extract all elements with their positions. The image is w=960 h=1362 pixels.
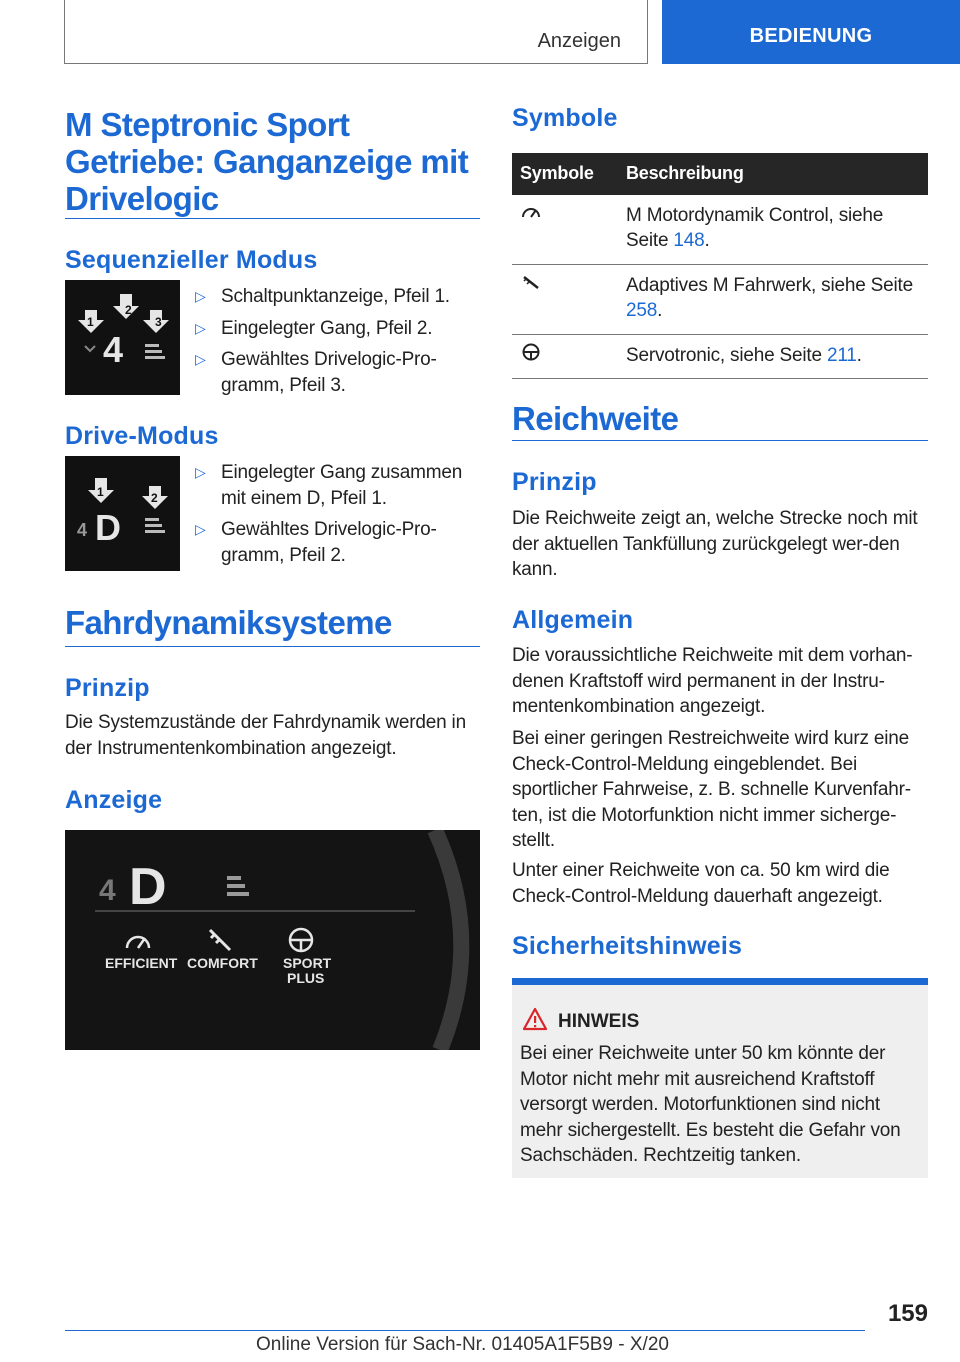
symbol-cell xyxy=(512,264,618,334)
display-drive-letter: D xyxy=(129,858,167,916)
list-item: ▷ Schaltpunktanzeige, Pfeil 1. xyxy=(183,284,483,310)
prinzip-text-left: Die Systemzustände der Fahrdynamik werden in der Instrumentenkombination angezeigt. xyxy=(65,712,466,759)
symbol-cell xyxy=(512,334,618,379)
page-number: 159 xyxy=(887,1300,928,1327)
arrow-label-1: 1 xyxy=(87,315,94,329)
warning-text: Bei einer Reichweite unter 50 km könnte der Motor nicht mehr mit ausreichend Kraftstoff versorgt werden. Motorfunktionen sind nicht mehr sichergestellt. Es besteht die Gefahr von Sachschäden. Rechtzeitig tanken. xyxy=(520,1043,901,1166)
page-link-148[interactable]: 148 xyxy=(673,230,705,251)
description-cell: Adaptives M Fahrwerk, siehe Seite 258. xyxy=(618,264,928,334)
instrument-display-illustration xyxy=(65,830,480,1050)
section-title-fahrdynamik: Fahrdynamiksysteme xyxy=(65,604,392,641)
description-cell: Servotronic, siehe Seite 211. xyxy=(618,334,928,379)
triangle-bullet-icon: ▷ xyxy=(195,521,206,537)
triangle-bullet-icon: ▷ xyxy=(195,351,206,367)
heading-allgemein: Allgemein xyxy=(512,606,634,634)
table-row xyxy=(512,334,928,379)
symbol-cell xyxy=(512,195,618,265)
warning-triangle-icon xyxy=(522,1007,548,1031)
triangle-bullet-icon: ▷ xyxy=(195,464,206,480)
drive-mode-list xyxy=(183,460,483,574)
shift-chevron-icon xyxy=(85,346,95,351)
heading-symbole: Symbole xyxy=(512,104,618,132)
label-comfort: COMFORT xyxy=(187,955,258,971)
steering-wheel-icon xyxy=(520,343,542,361)
description-cell: M Motordynamik Control, siehe Seite 148. xyxy=(618,195,928,265)
gauge-icon xyxy=(520,203,542,221)
triangle-bullet-icon: ▷ xyxy=(195,288,206,304)
title-rule xyxy=(65,218,480,219)
table-header-row xyxy=(512,153,928,195)
column-header-symbole: Symbole xyxy=(512,153,618,195)
heading-sicherheitshinweis: Sicherheitshinweis xyxy=(512,932,743,960)
arrow-label-1: 1 xyxy=(97,485,104,499)
figure-drive-mode xyxy=(65,456,180,571)
heading-sequential-mode: Sequenzieller Modus xyxy=(65,246,318,274)
list-item: ▷ Gewähltes Drivelogic-Pro-gramm, Pfeil 2. xyxy=(195,519,437,566)
drivelogic-bars-icon xyxy=(145,518,165,533)
column-header-beschreibung: Beschreibung xyxy=(618,153,928,195)
allgemein-paragraph-2: Bei einer geringen Restreichweite wird kurz eine Check-Control-Meldung eingeblendet. Bei sportlicher Fahrweise, z. B. schnelle Kurvenfahr-ten, ist die Motorfunktion nicht immer sicherge-stellt. xyxy=(512,728,911,851)
figure-instrument-display xyxy=(65,830,480,1050)
allgemein-paragraph-1: Die voraussichtliche Reichweite mit dem vorhan-denen Kraftstoff wird permanent in der Instru-mentenkombination angezeigt. xyxy=(512,645,913,717)
header-chapter-tab[interactable]: BEDIENUNG xyxy=(662,0,960,64)
warning-title: HINWEIS xyxy=(558,1011,640,1032)
triangle-bullet-icon: ▷ xyxy=(195,319,206,336)
section-title-reichweite: Reichweite xyxy=(512,400,679,437)
page-link-258[interactable]: 258 xyxy=(626,300,658,321)
drive-letter: D xyxy=(95,507,121,548)
list-item: ▷ Eingelegter Gang zusammen mit einem D, Pfeil 1. xyxy=(195,462,463,509)
table-row xyxy=(512,264,928,334)
sequential-mode-list xyxy=(183,284,483,404)
table-row xyxy=(512,195,928,265)
gear-digit: 4 xyxy=(77,520,88,540)
label-plus: PLUS xyxy=(287,970,325,986)
heading-prinzip-left: Prinzip xyxy=(65,674,150,702)
gear-digit: 4 xyxy=(103,329,124,370)
page-title: M Steptronic Sport Getriebe: Ganganzeige mit Drivelogic xyxy=(65,106,469,217)
label-efficient: EFFICIENT xyxy=(105,955,178,971)
symbols-table xyxy=(512,153,928,379)
page-link-211[interactable]: 211 xyxy=(826,344,857,366)
drive-mode-illustration xyxy=(65,456,180,571)
warning-box xyxy=(512,978,928,1178)
list-item: ▷ Gewähltes Drivelogic-Pro-gramm, Pfeil 3. xyxy=(195,349,437,396)
heading-prinzip-right: Prinzip xyxy=(512,468,597,496)
list-item: ▷ Eingelegter Gang, Pfeil 2. xyxy=(183,316,483,342)
label-sport: SPORT xyxy=(283,955,332,971)
prinzip-text-right: Die Reichweite zeigt an, welche Strecke noch mit der aktuellen Tankfüllung zurückgelegt wer-den kann. xyxy=(512,508,918,580)
figure-sequential-mode xyxy=(65,280,180,395)
drivelogic-bars-icon xyxy=(145,344,165,359)
arrow-label-2: 2 xyxy=(151,491,158,505)
section-rule xyxy=(512,440,928,441)
arrow-label-2: 2 xyxy=(125,303,132,317)
header-section-box xyxy=(64,0,648,64)
allgemein-paragraph-3: Unter einer Reichweite von ca. 50 km wird die Check-Control-Meldung dauerhaft angezeigt. xyxy=(512,860,890,907)
shock-absorber-icon xyxy=(520,273,542,291)
heading-drive-mode: Drive-Modus xyxy=(65,422,219,450)
display-gear-digit: 4 xyxy=(99,874,116,907)
header-section-title: Anzeigen xyxy=(537,30,621,52)
arrow-label-3: 3 xyxy=(155,315,162,329)
footer-text: Online Version für Sach-Nr. 01405A1F5B9 - X/20 xyxy=(256,1334,669,1355)
heading-anzeige: Anzeige xyxy=(65,786,163,814)
section-rule xyxy=(65,646,480,647)
sequential-mode-illustration xyxy=(65,280,180,395)
footer-rule xyxy=(65,1330,865,1331)
